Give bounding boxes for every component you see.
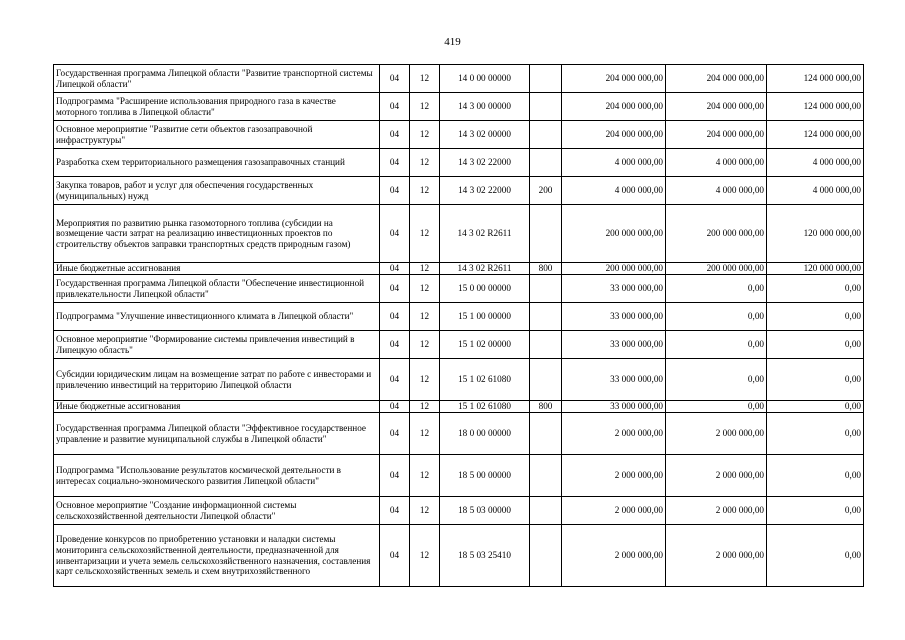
row-name: Государственная программа Липецкой области "Эффективное государственное управление и развитие муниципальной службы в Липецкой области" [54,413,380,455]
row-amount-3: 124 000 000,00 [767,121,864,149]
row-name: Подпрограмма "Использование результатов космической деятельности в интересах социально-экономического развития Липецкой области" [54,455,380,497]
row-target-article: 18 5 03 25410 [440,525,530,587]
row-name: Основное мероприятие "Создание информационной системы сельскохозяйственной деятельности Липецкой области" [54,497,380,525]
row-section: 04 [380,263,410,275]
row-amount-1: 2 000 000,00 [562,525,666,587]
row-section: 04 [380,177,410,205]
row-expense-type: 200 [530,177,562,205]
row-subsection: 12 [410,205,440,263]
row-expense-type [530,525,562,587]
row-amount-1: 33 000 000,00 [562,331,666,359]
row-amount-1: 4 000 000,00 [562,177,666,205]
row-amount-1: 200 000 000,00 [562,263,666,275]
row-amount-2: 200 000 000,00 [666,205,767,263]
row-expense-type [530,93,562,121]
row-amount-1: 2 000 000,00 [562,455,666,497]
row-expense-type [530,303,562,331]
row-expense-type [530,121,562,149]
row-amount-2: 200 000 000,00 [666,263,767,275]
table-row [54,497,864,525]
row-amount-3: 0,00 [767,497,864,525]
row-subsection: 12 [410,497,440,525]
row-amount-2: 0,00 [666,359,767,401]
row-section: 04 [380,331,410,359]
row-amount-2: 2 000 000,00 [666,455,767,497]
row-target-article: 14 3 02 22000 [440,177,530,205]
row-amount-1: 33 000 000,00 [562,303,666,331]
row-amount-1: 2 000 000,00 [562,497,666,525]
row-subsection: 12 [410,65,440,93]
row-amount-2: 4 000 000,00 [666,149,767,177]
row-amount-2: 204 000 000,00 [666,65,767,93]
row-target-article: 14 3 02 R2611 [440,205,530,263]
table-row [54,93,864,121]
row-target-article: 15 1 00 00000 [440,303,530,331]
row-amount-1: 204 000 000,00 [562,121,666,149]
row-section: 04 [380,455,410,497]
row-amount-3: 0,00 [767,275,864,303]
table-row [54,455,864,497]
row-name: Субсидии юридическим лицам на возмещение затрат по работе с инвесторами и привлечению инвестиций на территорию Липецкой области [54,359,380,401]
row-name: Основное мероприятие "Развитие сети объектов газозаправочной инфраструктуры" [54,121,380,149]
row-section: 04 [380,275,410,303]
row-expense-type [530,359,562,401]
row-amount-3: 120 000 000,00 [767,205,864,263]
row-amount-1: 33 000 000,00 [562,401,666,413]
row-target-article: 15 1 02 61080 [440,359,530,401]
page-number: 419 [444,36,461,48]
table-row [54,149,864,177]
row-amount-2: 204 000 000,00 [666,93,767,121]
row-section: 04 [380,205,410,263]
row-section: 04 [380,303,410,331]
row-amount-2: 0,00 [666,303,767,331]
row-section: 04 [380,65,410,93]
row-amount-2: 2 000 000,00 [666,525,767,587]
row-section: 04 [380,525,410,587]
table-row [54,65,864,93]
row-subsection: 12 [410,413,440,455]
row-name: Мероприятия по развитию рынка газомоторного топлива (субсидии на возмещение части затрат на реализацию инвестиционных проектов по строительству объектов заправки транспортных средств природным газом) [54,205,380,263]
row-name: Иные бюджетные ассигнования [54,401,380,413]
row-amount-2: 0,00 [666,275,767,303]
table-row [54,401,864,413]
row-subsection: 12 [410,149,440,177]
row-expense-type [530,275,562,303]
row-section: 04 [380,121,410,149]
row-expense-type [530,455,562,497]
row-amount-2: 0,00 [666,401,767,413]
row-expense-type [530,497,562,525]
table-row [54,331,864,359]
row-target-article: 14 3 02 00000 [440,121,530,149]
row-target-article: 18 5 00 00000 [440,455,530,497]
row-subsection: 12 [410,303,440,331]
table-row [54,525,864,587]
row-amount-3: 0,00 [767,359,864,401]
row-expense-type [530,149,562,177]
row-amount-1: 204 000 000,00 [562,93,666,121]
row-amount-3: 4 000 000,00 [767,149,864,177]
table-row [54,413,864,455]
row-amount-3: 124 000 000,00 [767,93,864,121]
row-target-article: 14 3 02 22000 [440,149,530,177]
row-amount-2: 0,00 [666,331,767,359]
row-amount-2: 2 000 000,00 [666,413,767,455]
budget-table [53,64,864,587]
row-target-article: 14 0 00 00000 [440,65,530,93]
table-row [54,205,864,263]
row-name: Проведение конкурсов по приобретению установки и наладки системы мониторинга сельскохозяйственной деятельности, предназначенной для инвентаризации и учета земель сельскохозяйственного назначения, составления карт сельскохозяйственных земель и схем внутрихозяйственного [54,525,380,587]
row-section: 04 [380,359,410,401]
row-expense-type [530,413,562,455]
row-name: Подпрограмма "Улучшение инвестиционного климата в Липецкой области" [54,303,380,331]
row-target-article: 15 0 00 00000 [440,275,530,303]
row-amount-1: 2 000 000,00 [562,413,666,455]
row-subsection: 12 [410,525,440,587]
row-subsection: 12 [410,263,440,275]
row-amount-3: 0,00 [767,303,864,331]
row-subsection: 12 [410,275,440,303]
row-subsection: 12 [410,121,440,149]
row-section: 04 [380,497,410,525]
row-expense-type [530,331,562,359]
row-target-article: 18 0 00 00000 [440,413,530,455]
row-amount-2: 204 000 000,00 [666,121,767,149]
row-subsection: 12 [410,177,440,205]
table-row [54,303,864,331]
row-amount-1: 33 000 000,00 [562,359,666,401]
row-amount-3: 0,00 [767,331,864,359]
row-target-article: 15 1 02 61080 [440,401,530,413]
row-amount-1: 4 000 000,00 [562,149,666,177]
row-amount-2: 2 000 000,00 [666,497,767,525]
row-name: Государственная программа Липецкой области "Обеспечение инвестиционной привлекательности Липецкой области" [54,275,380,303]
row-name: Иные бюджетные ассигнования [54,263,380,275]
row-name: Государственная программа Липецкой области "Развитие транспортной системы Липецкой области" [54,65,380,93]
row-section: 04 [380,413,410,455]
table-row [54,177,864,205]
row-subsection: 12 [410,331,440,359]
row-subsection: 12 [410,93,440,121]
row-section: 04 [380,93,410,121]
row-expense-type: 800 [530,263,562,275]
row-name: Подпрограмма "Расширение использования природного газа в качестве моторного топлива в Липецкой области" [54,93,380,121]
row-name: Основное мероприятие "Формирование системы привлечения инвестиций в Липецкую область" [54,331,380,359]
row-amount-1: 204 000 000,00 [562,65,666,93]
table-row [54,275,864,303]
row-target-article: 18 5 03 00000 [440,497,530,525]
row-amount-3: 120 000 000,00 [767,263,864,275]
row-target-article: 14 3 00 00000 [440,93,530,121]
row-section: 04 [380,401,410,413]
row-subsection: 12 [410,455,440,497]
row-name: Закупка товаров, работ и услуг для обеспечения государственных (муниципальных) нужд [54,177,380,205]
row-subsection: 12 [410,359,440,401]
row-amount-1: 33 000 000,00 [562,275,666,303]
table-row [54,359,864,401]
row-amount-3: 124 000 000,00 [767,65,864,93]
row-amount-3: 4 000 000,00 [767,177,864,205]
row-amount-3: 0,00 [767,455,864,497]
row-name: Разработка схем территориального размещения газозаправочных станций [54,149,380,177]
row-amount-2: 4 000 000,00 [666,177,767,205]
table-row [54,263,864,275]
row-section: 04 [380,149,410,177]
table-row [54,121,864,149]
row-amount-3: 0,00 [767,401,864,413]
row-amount-3: 0,00 [767,525,864,587]
row-amount-1: 200 000 000,00 [562,205,666,263]
row-expense-type: 800 [530,401,562,413]
row-subsection: 12 [410,401,440,413]
row-expense-type [530,65,562,93]
row-target-article: 15 1 02 00000 [440,331,530,359]
row-expense-type [530,205,562,263]
row-target-article: 14 3 02 R2611 [440,263,530,275]
row-amount-3: 0,00 [767,413,864,455]
